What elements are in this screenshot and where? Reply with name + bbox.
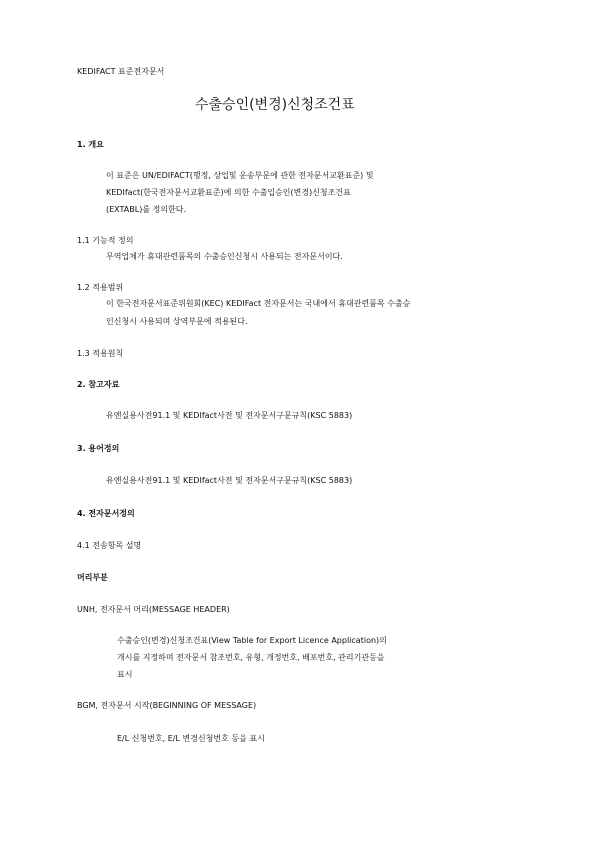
section-1-line-1: 이 표준은 UN/EDIFACT(행정, 상업및 운송부문에 관한 전자문서교환표준) 및: [106, 171, 374, 180]
section-1-1-line-1: 무역업체가 휴대관련품목의 수출승인신청시 사용되는 전자문서이다.: [106, 252, 343, 261]
section-1-1-heading: 1.1 기능적 정의: [77, 236, 134, 245]
unh-line-1: 수출승인(변경)신청조건표(View Table for Export Licence Application)의: [117, 636, 387, 645]
unh-line-3: 표시: [117, 670, 133, 679]
document-title: 수출승인(변경)신청조건표: [195, 97, 355, 113]
unh-line-2: 개시를 지정하며 전자문서 참조번호, 유형, 개정번호, 배포번호, 관리기관등을: [117, 653, 385, 662]
section-1-2-line-2: 인신청시 사용되며 상역부문에 적용된다.: [106, 317, 248, 326]
section-3-heading: 3. 용어정의: [77, 444, 120, 453]
section-3-line-1: 유엔실용사전91.1 및 KEDIfact사전 및 전자문서구문규칙(KSC 5883): [106, 476, 353, 485]
section-1-line-2: KEDIfact(한국전자문서교환표준)에 의한 수출입승인(변경)신청조건표: [106, 188, 351, 197]
section-1-2-heading: 1.2 적용범위: [77, 283, 124, 292]
unh-heading: UNH, 전자문서 머리(MESSAGE HEADER): [77, 605, 230, 614]
head-part-heading: 머리부분: [77, 573, 108, 582]
bgm-heading: BGM, 전자문서 시작(BEGINNING OF MESSAGE): [77, 701, 257, 710]
section-2-heading: 2. 참고자료: [77, 380, 120, 389]
section-2-line-1: 유엔실용사전91.1 및 KEDIfact사전 및 전자문서구문규칙(KSC 5883): [106, 411, 353, 420]
section-1-heading: 1. 개요: [77, 140, 104, 149]
section-1-2-line-1: 이 한국전자문서표준위원회(KEC) KEDIFact 전자문서는 국내에서 휴대관련품목 수출승: [106, 299, 411, 308]
document-header: KEDIFACT 표준전자문서: [77, 67, 165, 76]
section-1-3-heading: 1.3 적용원칙: [77, 349, 124, 358]
bgm-line-1: E/L 신청번호, E/L 변경신청번호 등을 표시: [117, 734, 265, 743]
section-1-line-3: (EXTABL)를 정의한다.: [106, 205, 187, 214]
section-4-heading: 4. 전자문서정의: [77, 509, 135, 518]
section-4-1-heading: 4.1 전송항목 설명: [77, 541, 142, 550]
